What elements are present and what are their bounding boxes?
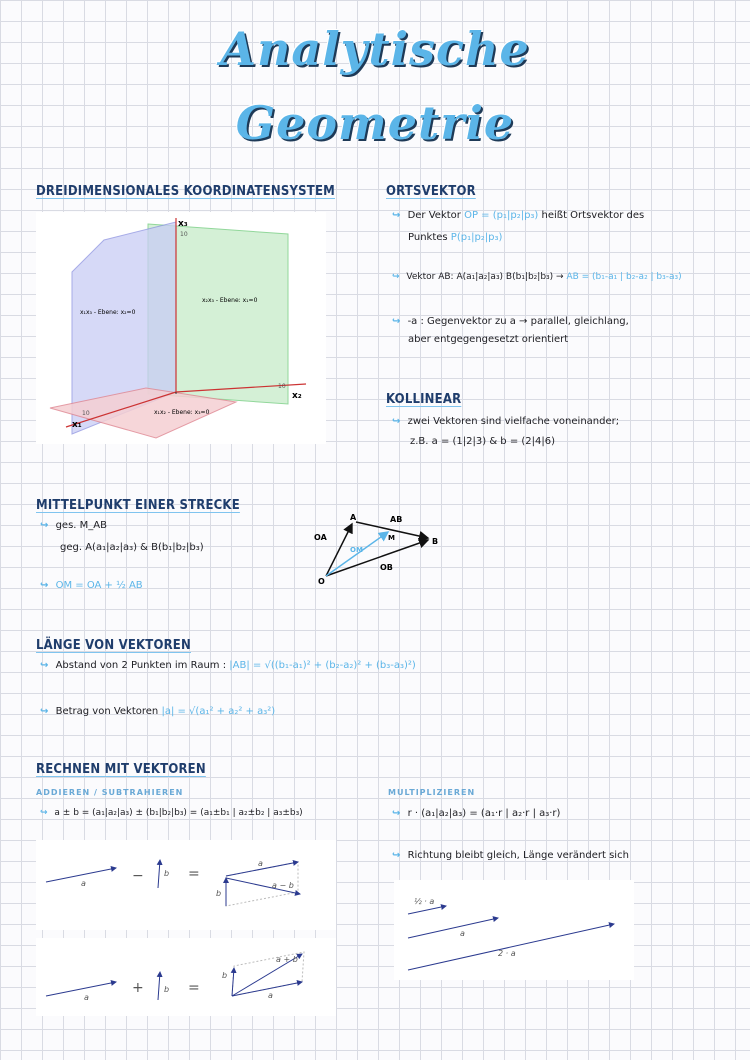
arrow-bullet-icon: ↪: [40, 706, 49, 717]
ortsvektor-line1-vec: OP = (p₁|p₂|p₃): [464, 210, 539, 221]
sub-equals: =: [188, 866, 200, 882]
add-vector-a: [46, 982, 116, 996]
mittelpunkt-formula-text: OM = OA + ½ AB: [55, 580, 143, 591]
mult-label-half: ½ · a: [414, 897, 435, 906]
addition-figure: [36, 938, 336, 1016]
arrow-bullet-icon: ↪: [40, 660, 49, 671]
midpoint-diagram: [300, 500, 450, 592]
vector-om: [326, 532, 388, 576]
ortsvektor-line2-point: P(p₁|p₂|p₃): [450, 232, 503, 243]
ortsvektor-line2: [408, 232, 502, 243]
mult-label-double: 2 · a: [498, 949, 516, 958]
subheading-mult: MULTIPLIZIEREN: [388, 788, 476, 797]
heading-ortsvektor: ORTSVEKTOR: [386, 184, 476, 199]
heading-mittelpunkt: MITTELPUNKT EINER STRECKE: [36, 498, 240, 513]
sub-label-b: b: [164, 869, 170, 878]
point-o: O: [318, 577, 325, 586]
laenge-line1: [40, 660, 416, 671]
coordinate-system-figure: [36, 212, 326, 444]
point-a: A: [350, 513, 357, 522]
laenge-line1-formula: |AB| = √((b₁-a₁)² + (b₂-a₂)² + (b₃-a₃)²): [229, 660, 416, 671]
laenge-line2: [40, 706, 275, 717]
kollinear-line1: [392, 416, 619, 427]
arrow-bullet-icon: ↪: [392, 808, 401, 819]
label-ab: AB: [390, 515, 403, 524]
add-label-a: a: [84, 993, 89, 1002]
point-m: M: [388, 534, 395, 542]
ortsvektor-line1-pre: Der Vektor: [407, 210, 461, 221]
mult-note-text: Richtung bleibt gleich, Länge verändert sich: [407, 850, 629, 861]
arrow-bullet-icon: ↪: [40, 520, 49, 531]
mult-formula-text: r · (a₁|a₂|a₃) = (a₁·r | a₂·r | a₃·r): [407, 808, 561, 819]
tick-x1: 10: [82, 410, 90, 417]
mult-formula: [392, 808, 560, 819]
add-result-label-b: b: [222, 971, 228, 980]
label-om: OM: [350, 546, 363, 554]
heading-laenge: LÄNGE VON VEKTOREN: [36, 638, 191, 653]
add-vector-b: [158, 972, 160, 1000]
add-result-b: [232, 968, 234, 996]
ortsvektor-line4: [392, 316, 629, 327]
axis-x2-label: x₂: [292, 391, 302, 401]
label-oa: OA: [314, 533, 327, 542]
kollinear-line2: z.B. a = (1|2|3) & b = (2|4|6): [410, 436, 556, 447]
label-plane-x1x3: x₁x₃ - Ebene: x₂=0: [80, 309, 136, 316]
add-label-b: b: [164, 985, 170, 994]
subheading-add-sub: ADDIEREN / SUBTRAHIEREN: [36, 788, 184, 797]
mult-vector-a: [408, 918, 498, 938]
heading-koordinatensystem: DREIDIMENSIONALES KOORDINATENSYSTEM: [36, 184, 335, 199]
add-result-label-a: a: [268, 991, 273, 1000]
sub-vector-b: [158, 860, 160, 888]
mittelpunkt-ges-text: ges. M_AB: [55, 520, 107, 531]
heading-rechnen: RECHNEN MIT VEKTOREN: [36, 762, 206, 777]
label-ob: OB: [380, 563, 393, 572]
add-result-a: [232, 982, 302, 996]
arrow-bullet-icon: ↪: [392, 316, 401, 327]
mult-label-a: a: [460, 929, 465, 938]
subtraction-figure: [36, 840, 336, 930]
heading-kollinear: KOLLINEAR: [386, 392, 462, 407]
ortsvektor-line1-post: heißt Ortsvektor des: [541, 210, 645, 221]
arrow-bullet-icon: ↪: [392, 850, 401, 861]
sub-minus: −: [132, 868, 144, 884]
page-title-line2: Geometrie: [235, 96, 515, 150]
ortsvektor-line5: aber entgegengesetzt orientiert: [408, 334, 569, 345]
add-equals: =: [188, 980, 200, 996]
sub-label-a: a: [81, 879, 86, 888]
ortsvektor-line2-pre: Punktes: [408, 232, 448, 243]
tick-x3: 10: [180, 231, 188, 238]
mittelpunkt-geg: geg. A(a₁|a₂|a₃) & B(b₁|b₂|b₃): [60, 542, 204, 553]
multiplication-figure: [394, 880, 634, 980]
label-plane-x2x3: x₂x₃ - Ebene: x₁=0: [202, 297, 258, 304]
arrow-bullet-icon: ↪: [40, 580, 49, 591]
arrow-bullet-icon: ↪: [392, 272, 400, 282]
add-result-label-sum: a + b: [276, 955, 298, 964]
ortsvektor-line3: [392, 272, 682, 282]
sub-result-label-b: b: [216, 889, 222, 898]
ortsvektor-line1: [392, 210, 644, 221]
axis-x3-label: x₃: [178, 219, 188, 229]
tick-x2: 10: [278, 383, 286, 390]
arrow-bullet-icon: ↪: [392, 416, 401, 427]
sub-result-label-a: a: [258, 859, 263, 868]
arrow-bullet-icon: ↪: [40, 808, 48, 818]
mult-vector-half: [408, 906, 446, 914]
laenge-line2-pre: Betrag von Vektoren: [55, 706, 159, 717]
add-formula-text: a ± b = (a₁|a₂|a₃) ± (b₁|b₂|b₃) = (a₁±b₁ | a₂±b₂ | a₃±b₃): [54, 808, 303, 818]
laenge-line2-formula: |a| = √(a₁² + a₂² + a₃²): [161, 706, 276, 717]
point-b: B: [432, 537, 439, 546]
axis-x1-label: x₁: [72, 420, 82, 430]
ortsvektor-line3-result: AB = (b₁-a₁ | b₂-a₂ | b₃-a₃): [566, 272, 682, 282]
page-title-line1: Analytische: [220, 22, 530, 76]
add-formula: [40, 808, 303, 818]
laenge-line1-pre: Abstand von 2 Punkten im Raum :: [55, 660, 227, 671]
sub-result-label-diff: a − b: [272, 881, 294, 890]
kollinear-line1-text: zwei Vektoren sind vielfache voneinander;: [407, 416, 620, 427]
ortsvektor-line4-text: -a : Gegenvektor zu a → parallel, gleichlang,: [407, 316, 629, 327]
mittelpunkt-formula: [40, 580, 143, 591]
ortsvektor-line3-text: Vektor AB: A(a₁|a₂|a₃) B(b₁|b₂|b₃) →: [406, 272, 564, 282]
mult-note: [392, 850, 629, 861]
arrow-bullet-icon: ↪: [392, 210, 401, 221]
mittelpunkt-ges: [40, 520, 107, 531]
add-plus: +: [132, 980, 144, 996]
label-plane-x1x2: x₁x₂ - Ebene: x₃=0: [154, 409, 210, 416]
